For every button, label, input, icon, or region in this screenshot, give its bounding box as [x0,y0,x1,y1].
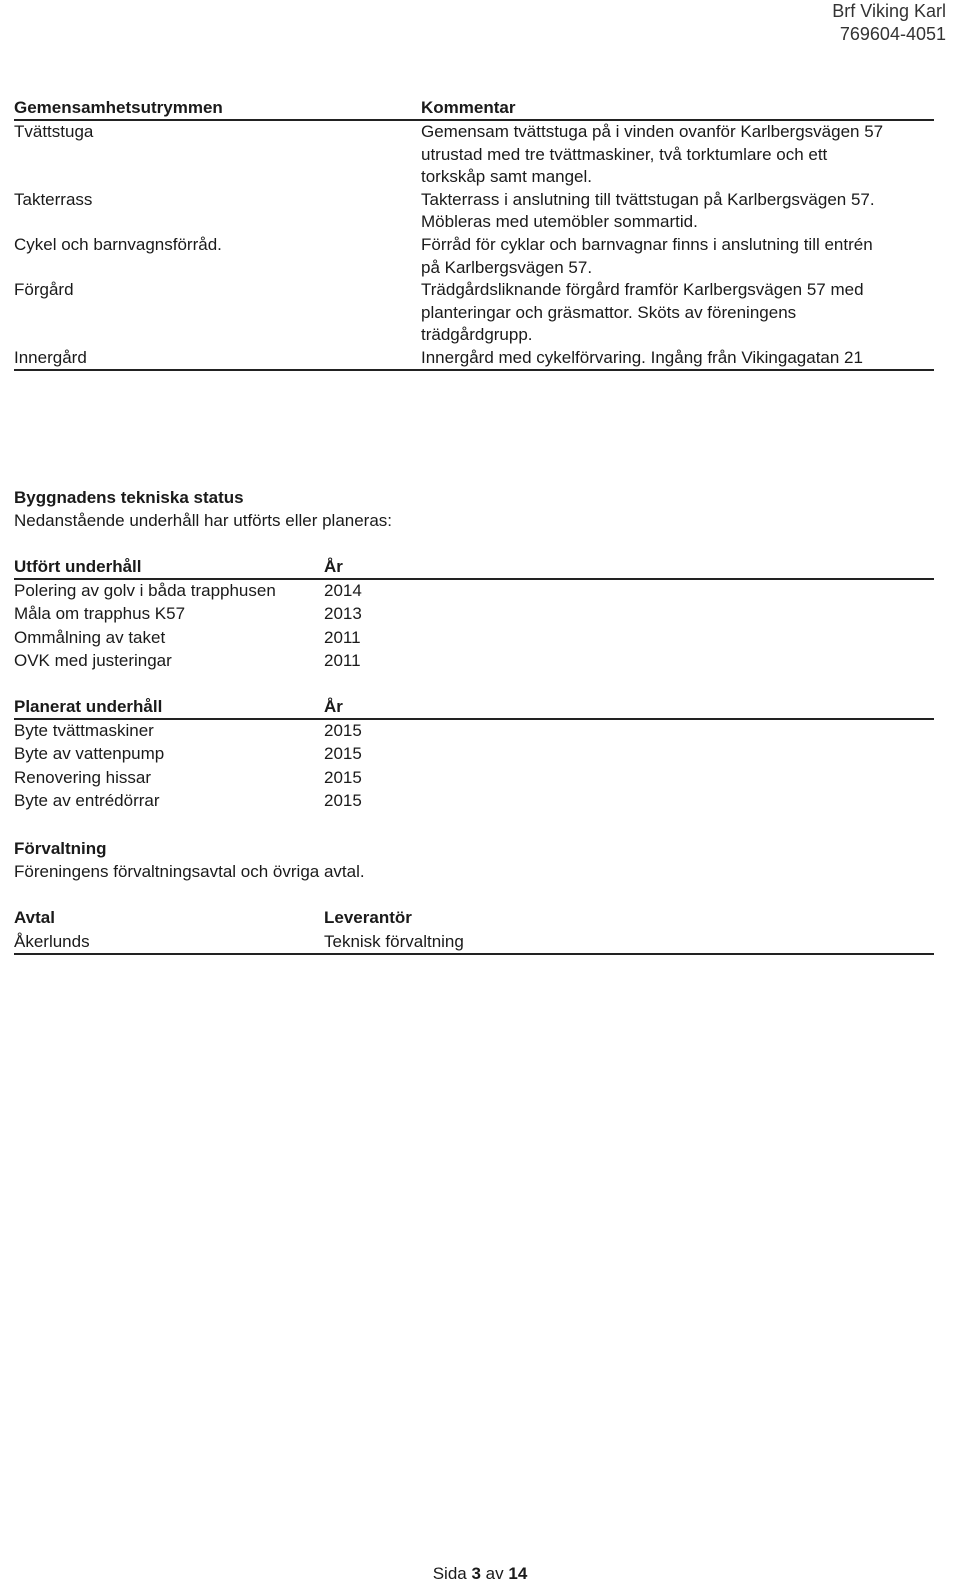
planned-col-year: År [324,697,343,716]
management-intro: Föreningens förvaltningsavtal och övriga avtal. [14,862,365,881]
planned-item: Byte tvättmaskiner [14,721,154,740]
facility-name: Takterrass [14,189,93,209]
page-current: 3 [471,1564,481,1583]
facilities-col-space: Gemensamhetsutrymmen [14,98,223,117]
page-sep: av [485,1564,504,1583]
contract-col-contract: Avtal [14,908,55,927]
planned-item: Byte av entrédörrar [14,790,160,810]
page-number [0,1562,960,1585]
facility-comment-line: Trädgårdsliknande förgård framför Karlbergsvägen 57 med [421,280,864,300]
done-item: Ommålning av taket [14,627,166,647]
page-total: 14 [508,1564,528,1583]
contract-col-supplier: Leverantör [324,908,412,927]
facility-comment-line: torkskåp samt mangel. [421,167,593,187]
technical-title: Byggnadens tekniska status [14,488,244,507]
planned-year: 2015 [324,721,362,740]
planned-year: 2015 [324,744,362,764]
facility-name: Förgård [14,280,74,300]
contract-name: Åkerlunds [14,932,90,951]
facility-comment-line: på Karlbergsvägen 57. [421,257,593,277]
done-year: 2011 [324,650,361,670]
facility-comment-line: Förråd för cyklar och barnvagnar finns i anslutning till entrén [421,235,873,254]
org-number: 769604-4051 [839,24,946,44]
facility-comment-line: Möbleras med utemöbler sommartid. [421,212,698,232]
facility-name: Innergård [14,348,87,367]
planned-item: Renovering hissar [14,767,152,787]
planned-year: 2015 [324,790,362,810]
done-col-year: År [324,557,343,576]
planned-col-item: Planerat underhåll [14,697,163,716]
facility-comment-line: planteringar och gräsmattor. Sköts av föreningens [421,302,797,322]
done-year: 2013 [324,604,362,624]
planned-year: 2015 [324,767,362,787]
done-item: Polering av golv i båda trapphusen [14,581,276,600]
facilities-col-comment: Kommentar [421,98,516,117]
org-name: Brf Viking Karl [832,1,946,21]
technical-intro: Nedanstående underhåll har utförts eller planeras: [14,511,393,530]
facility-comment-line: Innergård med cykelförvaring. Ingång från Vikingagatan 21 [421,348,863,367]
done-year: 2011 [324,627,361,647]
management-title: Förvaltning [14,839,107,858]
done-item: Måla om trapphus K57 [14,604,186,624]
facilities-bottom-rule [14,369,934,371]
planned-item: Byte av vattenpump [14,744,165,764]
facility-name: Tvättstuga [14,122,94,141]
facility-name: Cykel och barnvagnsförråd. [14,235,222,254]
contract-supplier: Teknisk förvaltning [324,932,464,951]
facility-comment-line: Gemensam tvättstuga på i vinden ovanför Karlbergsvägen 57 [421,122,884,141]
page-prefix: Sida [432,1564,467,1583]
contract-bottom-rule [14,953,934,955]
done-year: 2014 [324,581,362,600]
facility-comment-line: Takterrass i anslutning till tvättstugan på Karlbergsvägen 57. [421,189,875,209]
done-col-item: Utfört underhåll [14,557,142,576]
document-header [832,0,946,46]
facility-comment-line: trädgårdgrupp. [421,325,533,345]
facility-comment-line: utrustad med tre tvättmaskiner, två torktumlare och ett [421,144,828,164]
done-item: OVK med justeringar [14,650,172,670]
